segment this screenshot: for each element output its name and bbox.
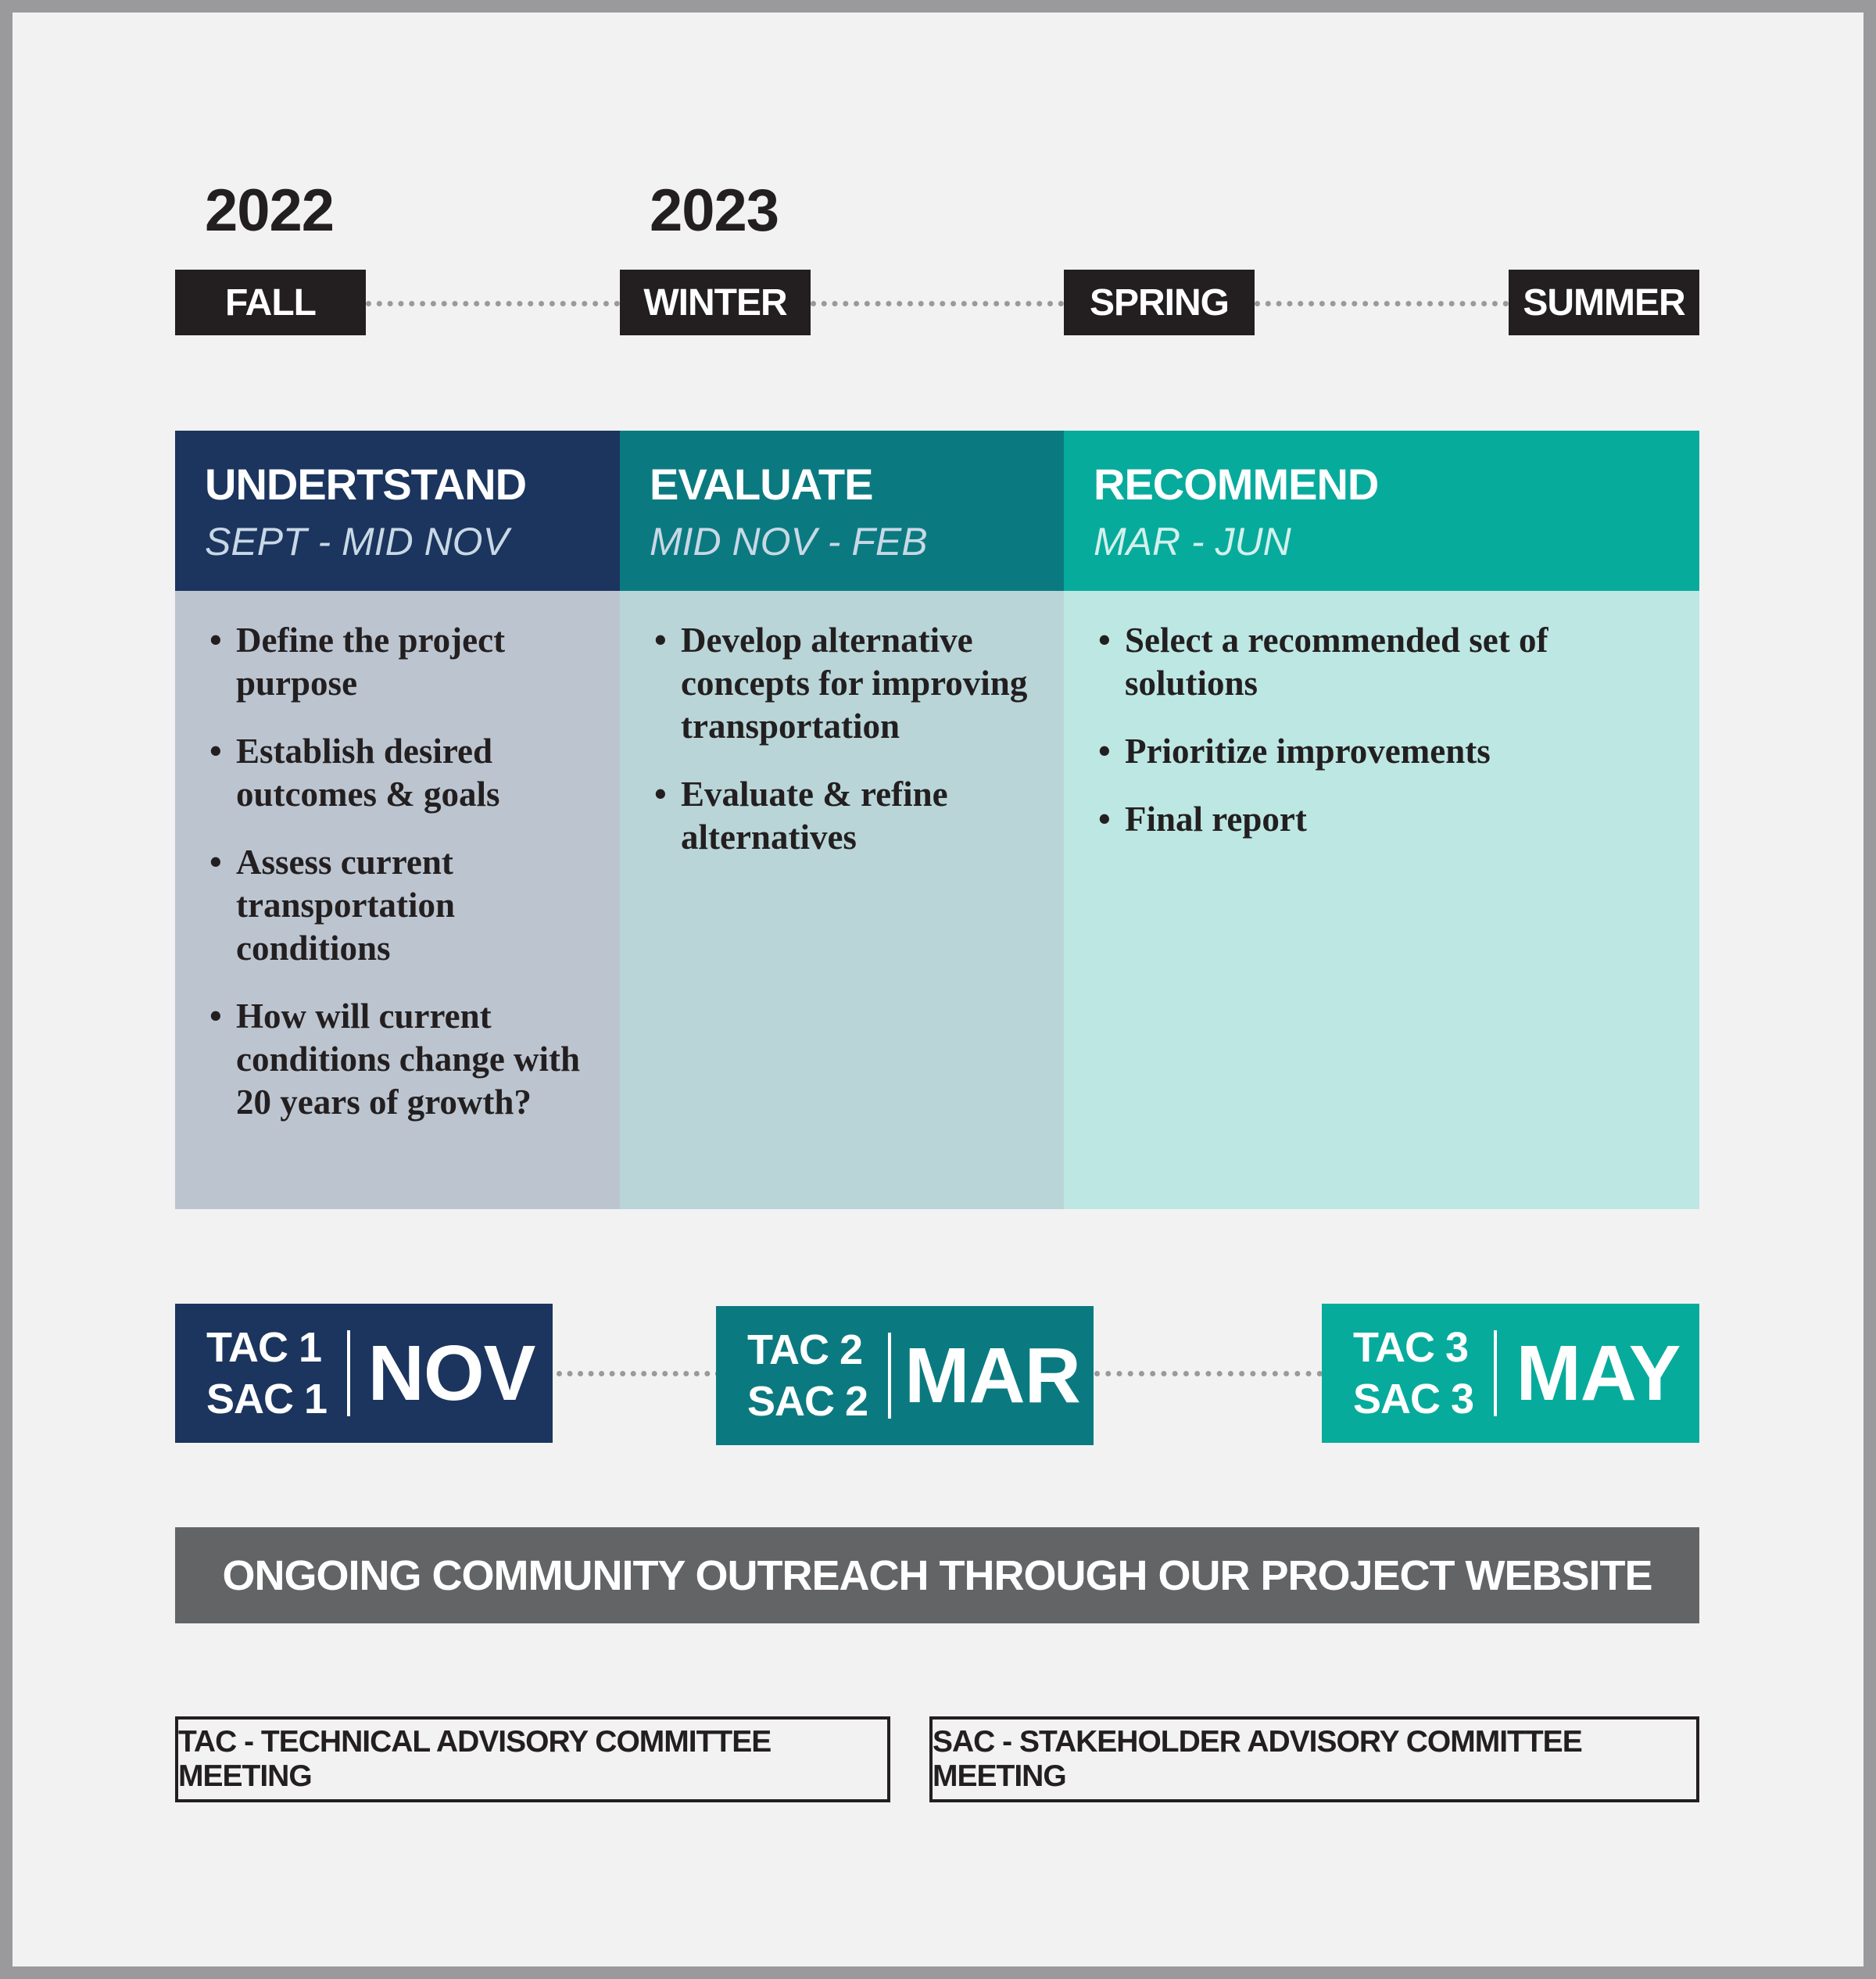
year-2022: 2022 — [205, 177, 335, 244]
phase-evaluate-body — [620, 591, 1064, 1209]
sac-label: SAC 3 — [1353, 1376, 1474, 1423]
list-item: • Prioritize improvements — [1098, 730, 1559, 773]
phase-title: EVALUATE — [650, 460, 873, 509]
phase-recommend-header — [1064, 431, 1699, 591]
meeting-month: NOV — [367, 1329, 535, 1417]
legend-sac: SAC - STAKEHOLDER ADVISORY COMMITTEE MEETING — [929, 1716, 1699, 1802]
legend-tac: TAC - TECHNICAL ADVISORY COMMITTEE MEETING — [175, 1716, 890, 1802]
tac-label: TAC 1 — [206, 1324, 322, 1371]
phase-dates: MAR - JUN — [1094, 520, 1291, 564]
dotted-connector — [366, 301, 620, 306]
list-item: • Final report — [1098, 798, 1559, 841]
timeline-frame — [13, 13, 1863, 1966]
list-item: • Establish desired outcomes & goals — [209, 730, 596, 816]
dotted-connector — [1255, 301, 1509, 306]
season-winter: WINTER — [620, 270, 811, 335]
year-2023: 2023 — [650, 177, 779, 244]
phase-recommend-body — [1064, 591, 1699, 1209]
phase-understand-header — [175, 431, 620, 591]
season-summer: SUMMER — [1509, 270, 1699, 335]
phase-evaluate-header — [620, 431, 1064, 591]
dotted-connector — [811, 301, 1064, 306]
tac-label: TAC 2 — [747, 1326, 863, 1373]
meeting-nov — [175, 1304, 553, 1443]
phase-dates: SEPT - MID NOV — [205, 520, 509, 564]
sac-label: SAC 1 — [206, 1376, 328, 1423]
tac-label: TAC 3 — [1353, 1324, 1469, 1371]
list-item: • Select a recommended set of solutions — [1098, 619, 1559, 705]
phase-understand-body — [175, 591, 620, 1209]
phase-dates: MID NOV - FEB — [650, 520, 928, 564]
outreach-banner: ONGOING COMMUNITY OUTREACH THROUGH OUR PROJECT WEBSITE — [175, 1527, 1699, 1623]
meeting-month: MAR — [904, 1331, 1080, 1419]
list-item: • Develop alternative concepts for improving transportation — [654, 619, 1040, 748]
list-item: • Assess current transportation conditions — [209, 841, 596, 970]
dotted-connector — [557, 1371, 721, 1376]
meeting-may — [1322, 1304, 1699, 1443]
sac-label: SAC 2 — [747, 1378, 868, 1425]
meeting-mar — [716, 1306, 1094, 1445]
phase-title: RECOMMEND — [1094, 460, 1379, 509]
list-item: • How will current conditions change with 20 years of growth? — [209, 995, 596, 1124]
dotted-connector — [1094, 1371, 1323, 1376]
list-item: • Define the project purpose — [209, 619, 596, 705]
season-fall: FALL — [175, 270, 366, 335]
list-item: • Evaluate & refine alternatives — [654, 773, 1040, 859]
season-spring: SPRING — [1064, 270, 1255, 335]
meeting-month: MAY — [1516, 1329, 1681, 1417]
phase-title: UNDERTSTAND — [205, 460, 527, 509]
